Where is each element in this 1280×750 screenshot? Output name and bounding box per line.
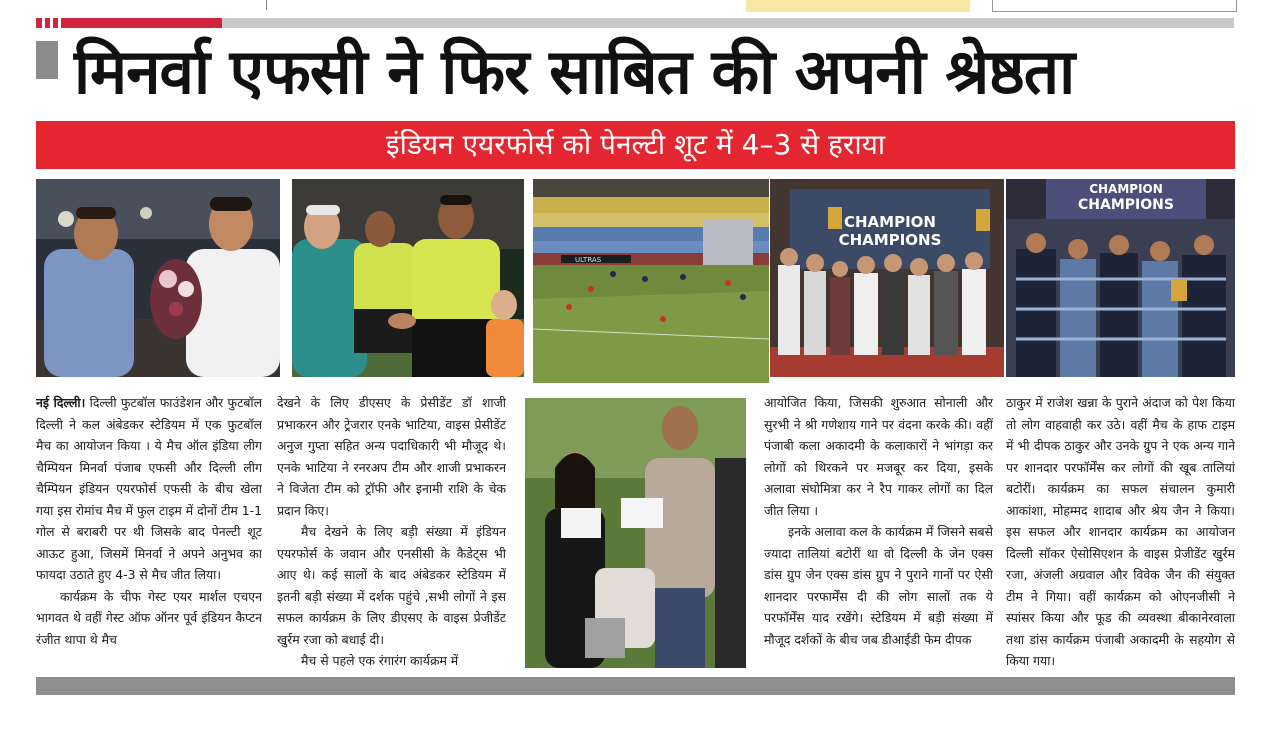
- photo-stadium-match: [533, 179, 769, 383]
- article-column-1: [36, 392, 262, 670]
- col1-paragraph-2: कार्यक्रम के चीफ गेस्ट एयर मार्शल एचएन भागवत थे वहीं गेस्ट ऑफ ऑनर पूर्व इंडियन कैप्टन रंजीत थापा थे मैच: [36, 588, 262, 647]
- stadium-board-text: ULTRAS: [575, 256, 602, 264]
- banner-small2-text: CHAMPIONS: [1078, 197, 1174, 213]
- col2-paragraph-3: मैच से पहले एक रंगारंग कार्यक्रम में: [301, 653, 459, 668]
- article-column-2: [277, 392, 506, 670]
- banner-champions-text: CHAMPIONS: [838, 231, 942, 249]
- photo-anchors: [525, 398, 746, 668]
- banner-small-text: CHAMPION: [1089, 182, 1163, 196]
- top-right-box: [992, 0, 1237, 12]
- article-column-3: [764, 392, 993, 670]
- dateline: नई दिल्ली।: [36, 395, 86, 410]
- col2-paragraph-2: मैच देखने के लिए बड़ी संख्या में इंडियन एयरफोर्स के जवान और एनसीसी के कैडेट्स भी आए थे। कई सालों के बाद अंबेडकर स्टेडियम में इतनी बड़ी संख्या में दर्शक पहुंचे ,सभी लोगों ने इस सफल कार्यक्रम के लिए डीएसए के वाइस प्रेजीडेंट खुर्रम रजा को बधाई दी।: [277, 524, 506, 647]
- article-column-4: [1006, 392, 1235, 670]
- top-yellow-bar: [746, 0, 970, 12]
- top-divider-line: [266, 0, 267, 10]
- photo-champions-stage: [770, 179, 1004, 377]
- photo-winning-team: [1006, 179, 1235, 377]
- col3-paragraph-1: आयोजित किया, जिसकी शुरुआत सोनाली और सुरभी ने श्री गणेशाय गाने पर वंदना करके की। वहीं पंजाबी कला अकादमी के कलाकारों ने भांगड़ा कर लोगों को थिरकने पर मजबूर कर दिया, इसके अलावा संघोमित्रा कर ने रैप गाकर लोगों का दिल जीत लिया ।: [764, 395, 993, 518]
- top-strip-red: [36, 18, 222, 28]
- col2-paragraph-1: देखने के लिए डीएसए के प्रेसीडेंट डॉ शाजी प्रभाकरन और ट्रेजरार एनके भाटिया, वाइस प्रेसीडेंट अनुज गुप्ता सहित अन्य पदाधिकारी भी मौजूद थे। एनके भाटिया ने रनरअप टीम और शाजी प्रभाकरन ने विजेता टीम को ट्रॉफी और इनामी राशि के चेक प्रदान किए।: [277, 395, 506, 518]
- headline: मिनर्वा एफसी ने फिर साबित की अपनी श्रेष्ठता: [74, 35, 1075, 108]
- headline-marker: [36, 41, 58, 79]
- photo-bouquet-presentation: [36, 179, 280, 377]
- col3-paragraph-2: इनके अलावा कल के कार्यक्रम में जिसने सबसे ज्यादा तालियां बटोरीं था वो दिल्ली के जेन एक्स डांस ग्रुप जेन एक्स डांस ग्रुप ने पुराने गानों पर ऐसी शानदार परफार्मेंस दी की लोग सालों तक ये परफॉर्मेंस याद रखेंगे। स्टेडियम में बड़ी संख्या में मौजूद दर्शकों के बीच जब डीआईडी फेम दीपक: [764, 524, 993, 647]
- col1-paragraph-1: दिल्ली फुटबॉल फाउंडेशन और फुटबॉल दिल्ली ने कल अंबेडकर स्टेडियम में एक फुटबॉल मैच का आयोजन किया । ये मैच ऑल इंडिया लीग चैम्पियन मिनर्वा पंजाब एफसी और दिल्ली लीग चैम्पियन इंडियन एयरफोर्स एफसी के बीच खेला गया इस रोमांच मैच में फुल टाइम में दोनों टीम 1-1 गोल से बराबरी पर थी जिसके बाद पेनल्टी शूट आऊट हुआ, जिसमें मिनर्वा ने अपने अनुभव का फायदा उठाते हुए 4-3 से मैच जीत लिया।: [36, 395, 262, 582]
- top-strip: [36, 18, 1234, 28]
- subheadline-banner: इंडियन एयरफोर्स को पेनल्टी शूट में 4–3 से हराया: [36, 121, 1235, 169]
- bottom-strip: [36, 677, 1235, 695]
- photo-handshake-referee: [292, 179, 524, 377]
- col4-paragraph-1: ठाकुर में राजेश खन्ना के पुराने अंदाज को पेश किया तो लोग वाहवाही कर उठे। वहीं मैच के हाफ टाइम में भी दीपक ठाकुर और उनके ग्रुप ने एक अन्य गाने पर शानदार परफॉर्मेंस कर लोगों की खूब तालियां बटोरीं। कार्यक्रम का सफल संचालन कुमारी आकांशा, मोहम्मद शादाब और श्रेय जैन ने किया। इस सफल और शानदार कार्यक्रम का आयोजन दिल्ली सॉकर ऐसोसिएशन के वाइस प्रेजीडेंट खुर्रम रजा, अंजली अग्रवाल और विवेक जैन की संयुक्त टीम ने गिया। वहीं कार्यक्रम को ओएनजीसी ने स्पांसर किया और फूड की व्यवस्था बीकानेरवाला तथा डांस कार्यक्रम पंजाबी अकादमी के सहयोग से किया गया।: [1006, 395, 1235, 668]
- banner-champion-text: CHAMPION: [844, 213, 936, 231]
